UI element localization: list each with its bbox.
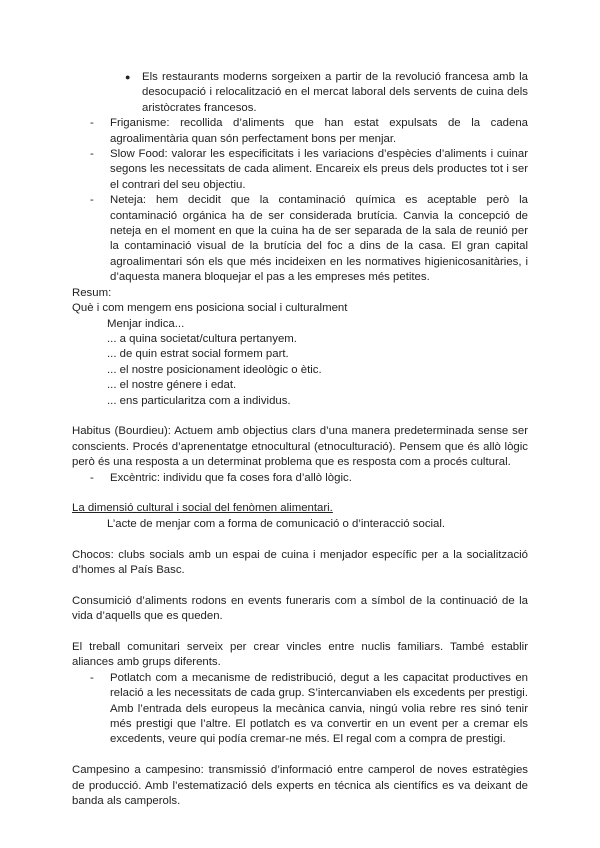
habitus-paragraph: Habitus (Bourdieu): Actuem amb objectius clars d’una manera predeterminada sense ser conscients. Procés d’aprenentatge etnocultural (etnoculturació). Pensem que és allò lògic però és una resposta a un determinat problema que es resposta com a procés cultural.	[72, 425, 528, 469]
dash-item-friganisme	[90, 116, 528, 147]
bullet-item	[125, 70, 528, 116]
dash-item-slow-food	[90, 147, 528, 193]
dash-marker: -	[90, 148, 94, 161]
dash-marker: -	[90, 671, 94, 684]
section-subheading: L’acte de menjar com a forma de comunicació o d’interacció social.	[107, 517, 446, 530]
dash-text: Excèntric: individu que fa coses fora d’allò lògic.	[110, 471, 352, 484]
dash-marker: -	[90, 194, 94, 207]
bullet-text: Els restaurants moderns sorgeixen a partir de la revolució francesa amb la desocupació i relocalització en el mercat laboral dels servents de cuina dels aristòcrates francesos.	[142, 71, 528, 114]
dash-marker: -	[90, 471, 94, 484]
dash-text: Slow Food: valorar les especificitats i les variacions d’espècies d’aliments i cuinar segons les necessitats de cada aliment. Encareix els preus dels productes tot i ser el contrari del seu objectiu.	[110, 148, 528, 191]
dash-text: Friganisme: recollida d’aliments que han estat expulsats de la cadena agroalimentària quan són perfectament bons per menjar.	[110, 117, 528, 145]
document-page	[72, 70, 528, 809]
treball-paragraph: El treball comunitari serveix per crear vincles entre nuclis familiars. També establir aliances amb grups diferents.	[72, 640, 528, 669]
dash-marker: -	[90, 117, 94, 130]
resum-item: ... el nostre génere i edat.	[107, 379, 237, 392]
resum-item: ... a quina societat/cultura pertanyem.	[107, 332, 297, 345]
consumicio-paragraph: Consumició d’aliments rodons en events funeraris com a símbol de la continuació de la vida d’aquells que es queden.	[72, 594, 528, 623]
resum-line: Què i com mengem ens posiciona social i culturalment	[72, 302, 348, 315]
resum-item: ... ens particularitza com a individus.	[107, 394, 291, 407]
section-heading: La dimensió cultural i social del fenòmen alimentari.	[72, 502, 333, 515]
resum-intro: Menjar indica...	[107, 317, 185, 330]
resum-label: Resum:	[72, 286, 112, 299]
resum-item: ... el nostre posicionament ideològic o ètic.	[107, 363, 322, 376]
dash-item-neteja	[90, 193, 528, 285]
chocos-paragraph: Chocos: clubs socials amb un espai de cuina i menjador específic per a la socialització d’homes al País Basc.	[72, 548, 528, 576]
campesino-paragraph: Campesino a campesino: transmissió d’informació entre camperol de noves estratègies de producció. Amb l’estematizació dels experts en técnica als científics es va deixant de banda als camperols.	[72, 764, 528, 807]
dash-item-excentric	[90, 471, 528, 486]
dash-text: Neteja: hem decidit que la contaminació química es aceptable però la contaminació orgánica ha de ser considerada brutícia. Canvia la concepció de neteja en el moment en que la cuina ha de ser separada de la sala de reunió per la contaminació visual de la brutícia del foc a dins de la casa. El gran capital agroalimentari són els que més incideixen en les normatives higienicosanitàries, i d’aquesta manera bloquejar el pas a les empreses més petites.	[110, 194, 528, 284]
resum-item: ... de quin estrat social formem part.	[107, 348, 289, 361]
dash-text: Potlatch com a mecanisme de redistribució, degut a les capacitat productives en relació a les necessitats de cada grup. S’intercanviaben els excedents per prestigi. Amb l’entrada dels europeus la mecànica canvia, ningú volia rebre res sinó tenir més prestigi que l’altre. El potlatch es va convertir en un event per a cremar els excedents, veure qui podía cremar-ne més. El regal com a compra de prestigi.	[110, 671, 528, 746]
dash-item-potlatch	[90, 671, 528, 748]
bullet-marker: ●	[125, 72, 131, 82]
